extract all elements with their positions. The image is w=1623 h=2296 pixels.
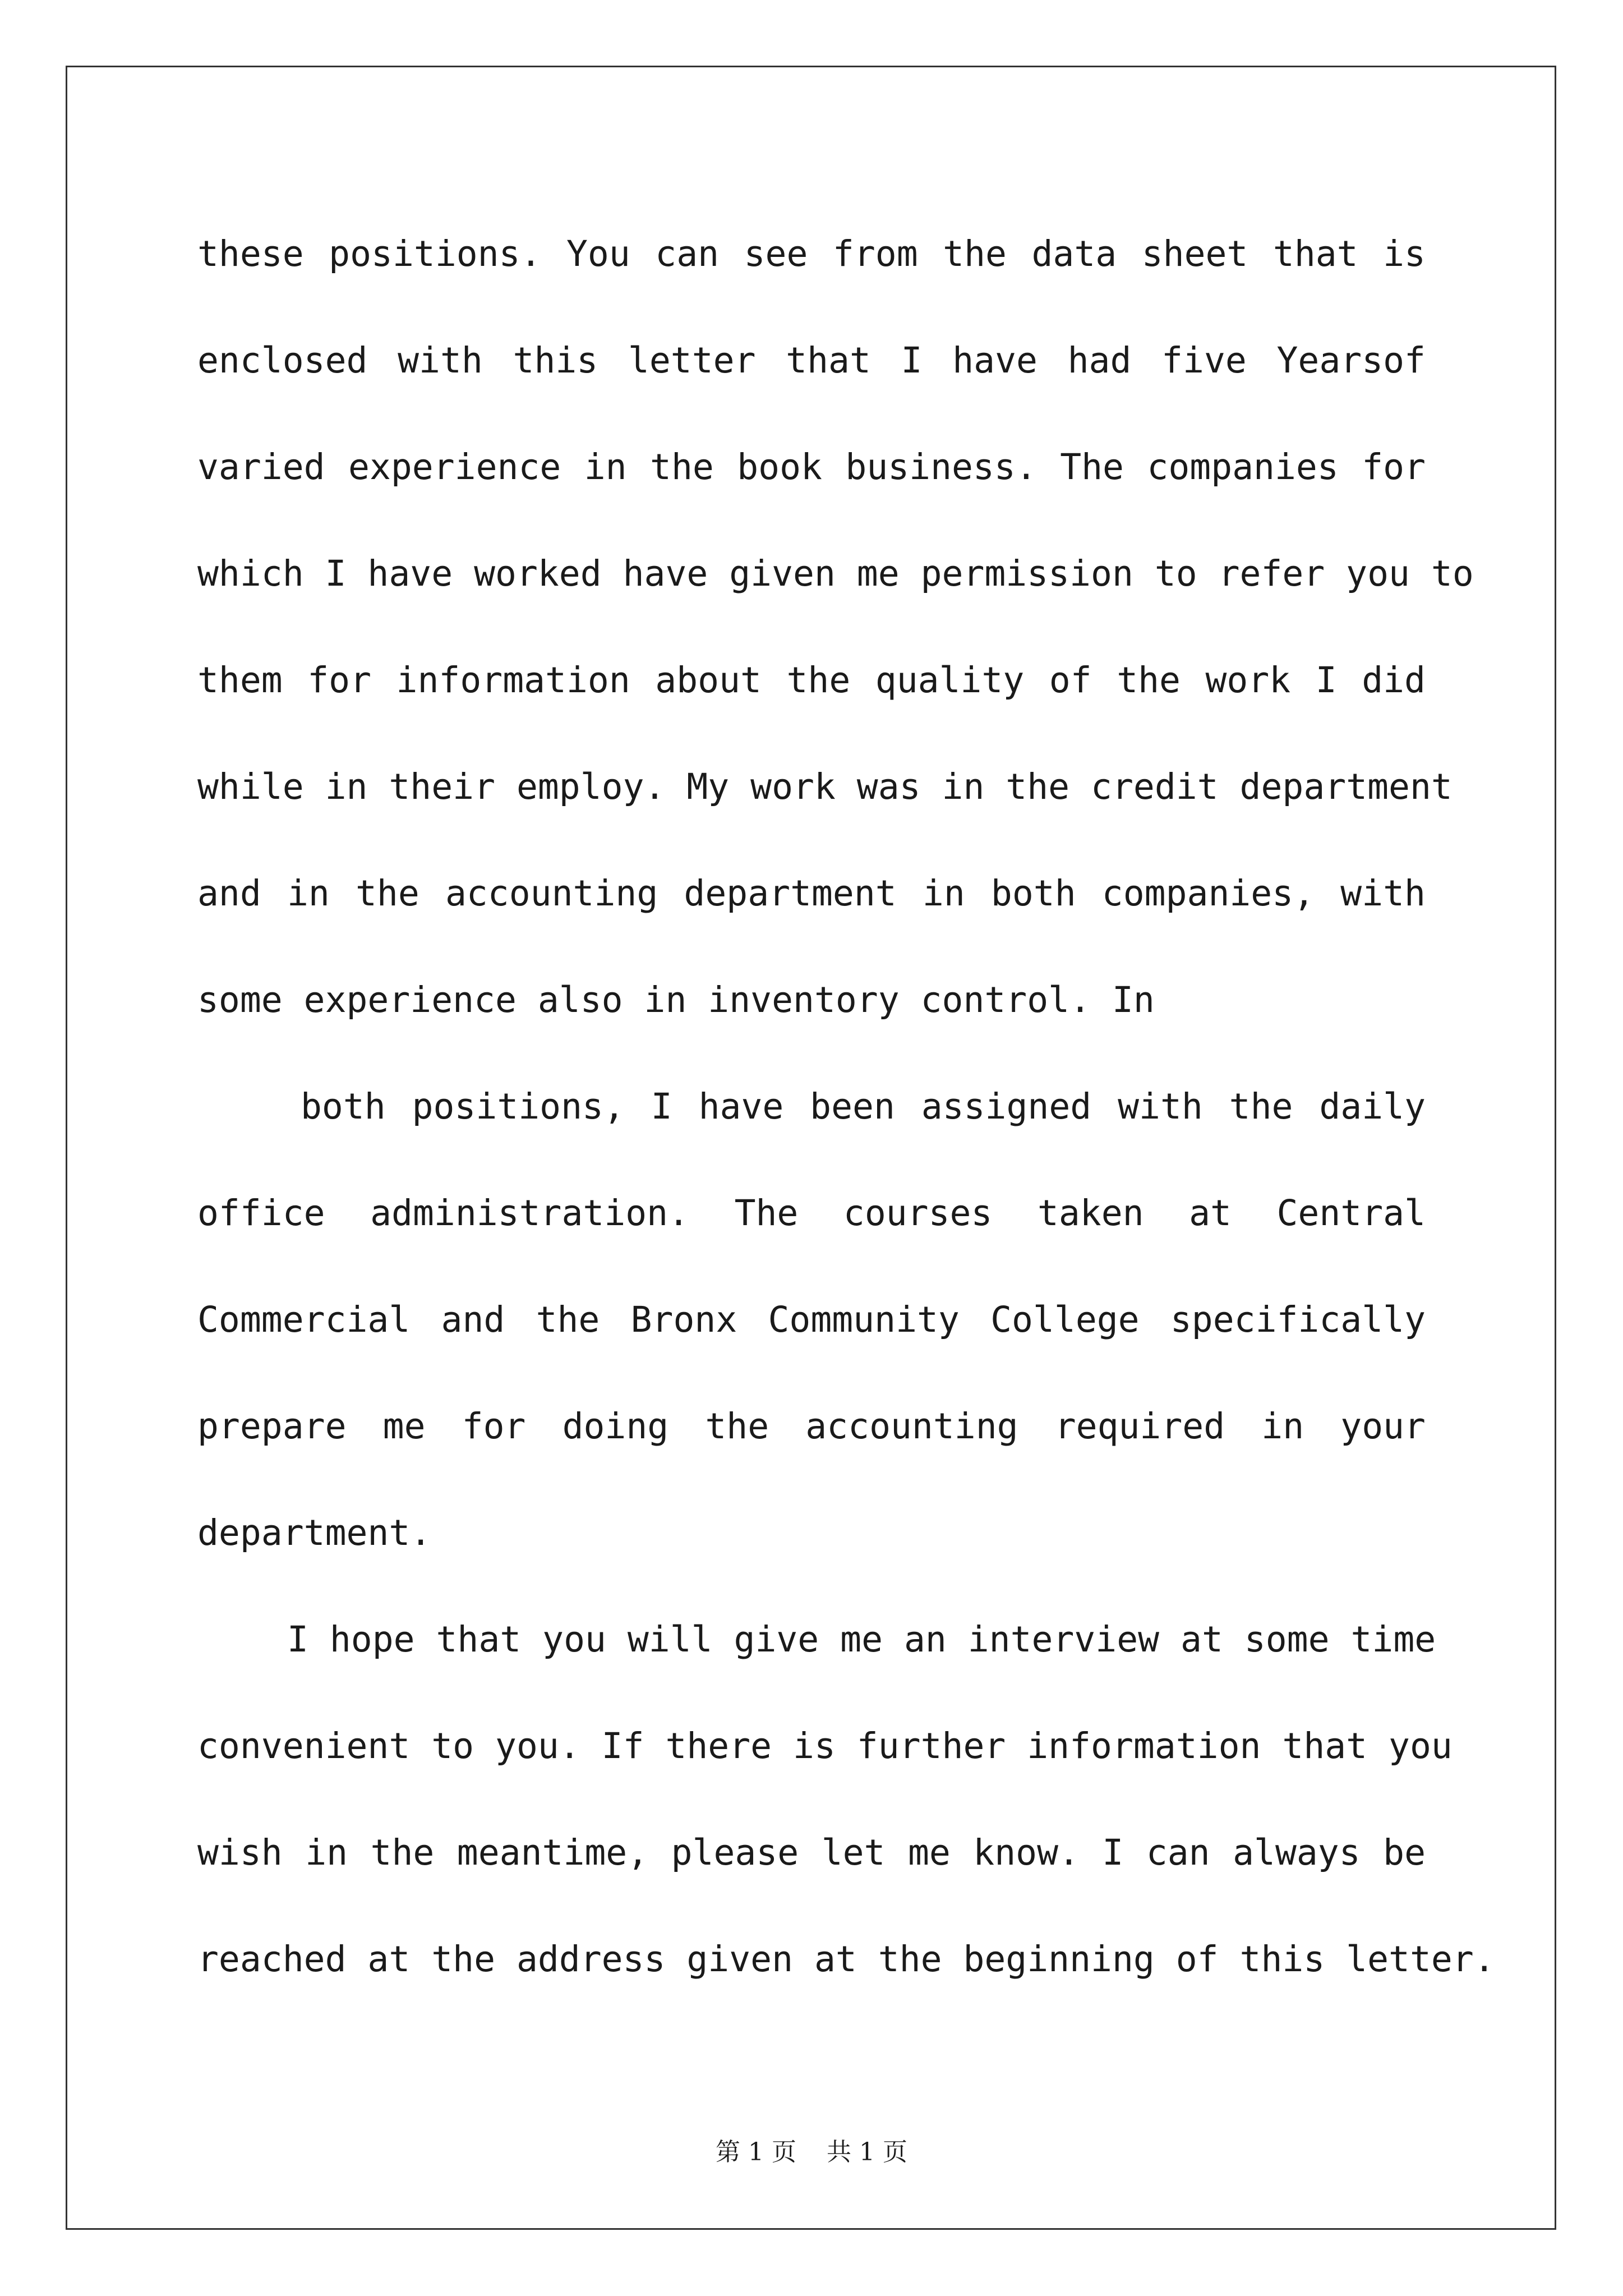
text-line: them for information about the quality of the work I did: [197, 660, 1426, 701]
text-line: which I have worked have given me permission to refer you to: [197, 553, 1474, 594]
text-line: varied experience in the book business. The companies for: [197, 447, 1426, 487]
text-line: reached at the address given at the beginning of this letter.: [197, 1939, 1495, 1980]
text-line: wish in the meantime, please let me know. I can always be: [197, 1832, 1426, 1873]
text-line: and in the accounting department in both companies, with: [197, 873, 1426, 914]
text-line: enclosed with this letter that I have had five Yearsof: [197, 340, 1426, 381]
text-line: department.: [197, 1512, 432, 1553]
text-line: convenient to you. If there is further information that you: [197, 1726, 1453, 1766]
text-line: I hope that you will give me an interview at some time: [287, 1619, 1436, 1660]
text-line: while in their employ. My work was in the credit department: [197, 766, 1453, 807]
text-line: both positions, I have been assigned with the daily: [301, 1086, 1426, 1127]
page-footer: [0, 2132, 1623, 2168]
text-line: prepare me for doing the accounting required in your: [197, 1406, 1426, 1447]
text-line: Commercial and the Bronx Community College specifically: [197, 1299, 1426, 1340]
page-number: 第 1 页: [716, 2138, 796, 2166]
page-total: 共 1 页: [827, 2138, 907, 2166]
text-line: these positions. You can see from the data sheet that is: [197, 233, 1426, 274]
letter-body: [197, 219, 1495, 2031]
text-line: office administration. The courses taken at Central: [197, 1193, 1426, 1234]
text-line: some experience also in inventory control. In: [197, 979, 1155, 1020]
